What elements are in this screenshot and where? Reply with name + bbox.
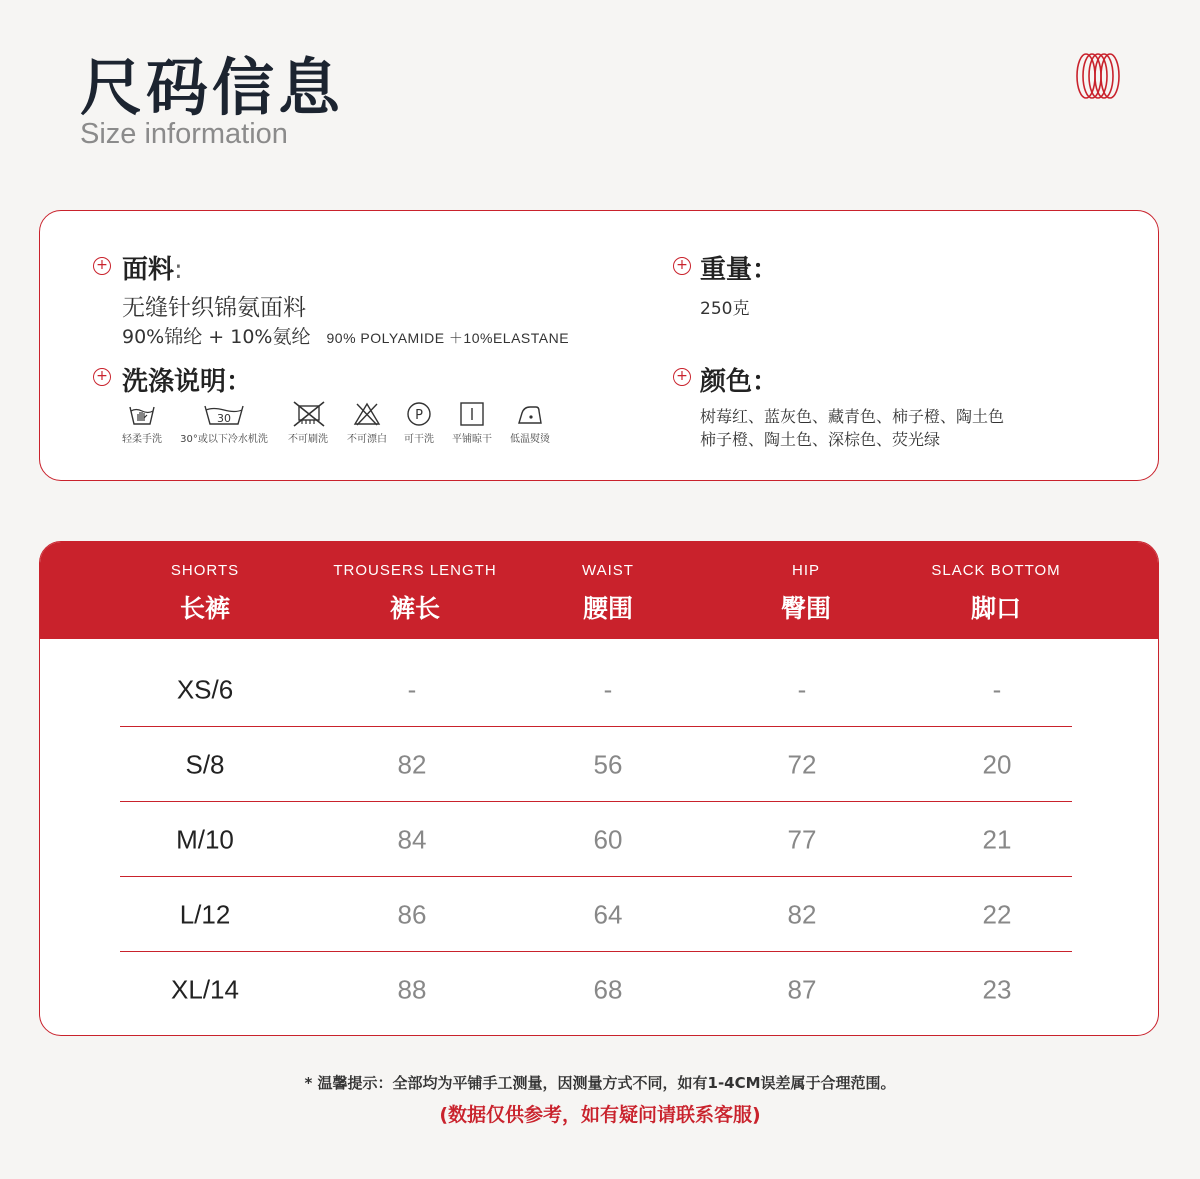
waist-cell: 56 — [593, 749, 623, 779]
hand-wash-icon — [128, 401, 156, 427]
plus-icon: + — [673, 257, 691, 275]
length-cell: - — [407, 674, 417, 704]
header-zh-shorts: 长裤 — [179, 594, 231, 623]
table-row — [40, 652, 1158, 727]
dry-clean-icon — [405, 401, 433, 427]
waist-cell: 64 — [593, 899, 623, 929]
washing-title: 洗涤说明： — [122, 367, 253, 397]
length-cell: 82 — [397, 749, 427, 779]
color-title: 颜色： — [700, 367, 779, 397]
fabric-name: 无缝针织锦氨面料 — [122, 295, 306, 321]
flat-dry-icon — [458, 401, 486, 427]
care-label: 可干洗 — [404, 434, 434, 445]
waist-cell: 60 — [593, 824, 623, 854]
plus-icon: + — [93, 368, 111, 386]
measurement-tip: * 温馨提示：全部均为平铺手工测量，因测量方式不同，如有1-4CM误差属于合理范围。 — [304, 1074, 896, 1092]
color-list-line-2: 柿子橙、陶土色、深棕色、荧光绿 — [700, 430, 941, 449]
weight-value: 250克 — [700, 299, 750, 319]
no-bleach-icon — [353, 401, 381, 427]
hip-cell: 82 — [787, 899, 817, 929]
fabric-title-text: 面料 — [122, 255, 175, 285]
header-zh-bottom: 脚口 — [970, 594, 1022, 623]
bottom-cell: 21 — [982, 824, 1012, 854]
size-table — [39, 541, 1159, 1036]
header-en-hip: HIP — [791, 562, 821, 579]
header-en-shorts: SHORTS — [170, 562, 240, 579]
table-row — [40, 802, 1158, 877]
size-table-header — [40, 542, 1158, 639]
waist-cell: 68 — [593, 974, 623, 1004]
care-label: 30°或以下冷水机洗 — [180, 434, 268, 445]
size-cell: L/12 — [179, 899, 231, 929]
hip-cell: 77 — [787, 824, 817, 854]
care-label: 平铺晾干 — [452, 434, 492, 445]
fabric-composition — [122, 322, 569, 349]
size-cell: S/8 — [185, 749, 225, 779]
size-cell: M/10 — [176, 824, 234, 854]
page-subtitle: Size information — [80, 118, 288, 150]
reference-note: (数据仅供参考，如有疑问请联系客服) — [439, 1104, 761, 1126]
fabric-title — [122, 249, 183, 286]
bottom-cell: - — [992, 674, 1002, 704]
low-iron-icon — [516, 401, 544, 427]
header-en-length: TROUSERS LENGTH — [333, 562, 497, 579]
size-cell: XS/6 — [176, 674, 234, 704]
care-label: 轻柔手洗 — [122, 434, 162, 445]
product-info-card — [39, 210, 1159, 481]
hip-cell: 87 — [787, 974, 817, 1004]
logo-icon — [1072, 50, 1124, 102]
length-cell: 84 — [397, 824, 427, 854]
hip-cell: 72 — [787, 749, 817, 779]
wash-30-text: 30 — [217, 412, 231, 425]
hip-cell: - — [797, 674, 807, 704]
care-label: 低温熨烫 — [510, 434, 550, 445]
bottom-cell: 22 — [982, 899, 1012, 929]
care-label: 不可漂白 — [347, 434, 387, 445]
dry-clean-text: P — [415, 408, 423, 423]
bottom-cell: 20 — [982, 749, 1012, 779]
header-zh-waist: 腰围 — [582, 594, 634, 623]
table-row — [40, 727, 1158, 802]
color-list-line-1: 树莓红、蓝灰色、藏青色、柿子橙、陶土色 — [700, 407, 1005, 426]
waist-cell: - — [603, 674, 613, 704]
fabric-composition-en: 90% POLYAMIDE ＋10%ELASTANE — [326, 330, 570, 346]
fabric-composition-zh: 90%锦纶 + 10%氨纶 — [122, 326, 311, 348]
no-brush-icon — [292, 401, 326, 427]
header-en-bottom: SLACK BOTTOM — [931, 562, 1061, 579]
weight-title: 重量： — [700, 255, 779, 285]
page-title: 尺码信息 — [80, 51, 345, 124]
header-zh-length: 裤长 — [389, 594, 441, 623]
wash-30-icon — [203, 401, 245, 427]
header-en-waist: WAIST — [582, 562, 634, 579]
length-cell: 86 — [397, 899, 427, 929]
bottom-cell: 23 — [982, 974, 1012, 1004]
table-row — [40, 952, 1158, 1027]
table-row — [40, 877, 1158, 952]
size-cell: XL/14 — [171, 974, 239, 1004]
fabric-title-colon: : — [174, 255, 183, 285]
care-label: 不可刷洗 — [288, 434, 328, 445]
length-cell: 88 — [397, 974, 427, 1004]
plus-icon: + — [93, 257, 111, 275]
header-zh-hip: 臀围 — [780, 594, 832, 623]
plus-icon: + — [673, 368, 691, 386]
